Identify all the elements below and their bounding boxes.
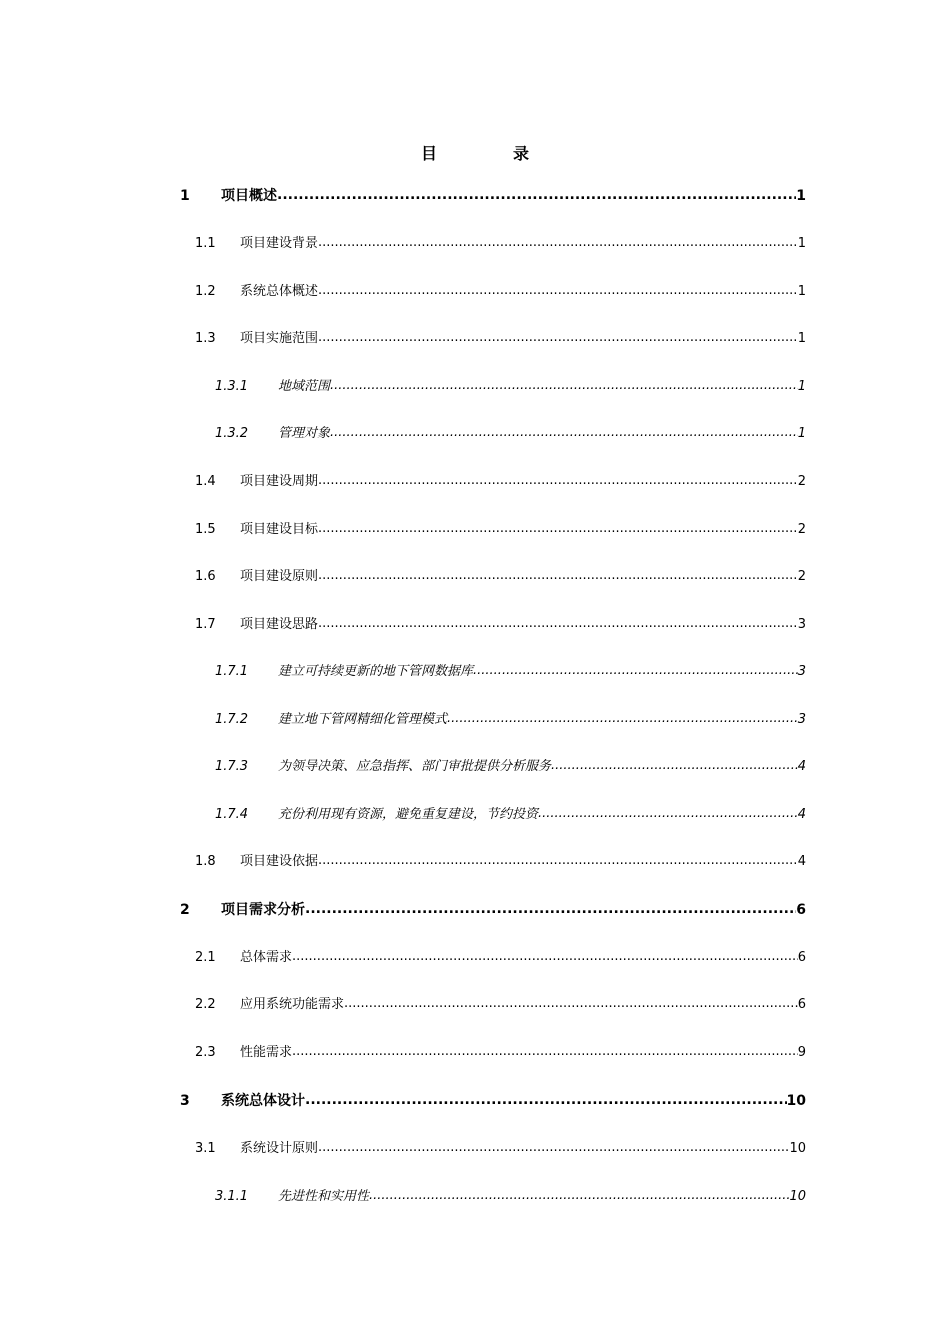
toc-entry-label: 项目建设周期: [240, 474, 319, 489]
toc-entry-label: 性能需求: [240, 1045, 293, 1060]
toc-entry[interactable]: [215, 1187, 806, 1207]
toc-entry-label: 项目需求分析: [221, 902, 305, 918]
toc-leader-dots: [318, 471, 798, 491]
toc-leader-dots: [330, 423, 798, 443]
toc-leader-dots: [318, 519, 798, 539]
toc-entry[interactable]: [215, 662, 806, 682]
toc-entry-label: 项目建设思路: [240, 617, 319, 632]
toc-entry-label: 建立可持续更新的地下管网数据库: [278, 664, 474, 679]
toc-entry-number: 3.1.1: [215, 1189, 249, 1204]
toc-leader-dots: [318, 233, 798, 253]
toc-entry[interactable]: [215, 757, 806, 777]
toc-entry[interactable]: [195, 234, 806, 254]
toc-entry-number: 3.1: [195, 1141, 216, 1156]
toc-entry-number: 1.7: [195, 617, 216, 632]
toc-entry-page: 1: [796, 188, 806, 204]
toc-entry-page: 2: [797, 569, 806, 584]
toc-entry-page: 1: [797, 331, 806, 346]
toc-leader-dots: [305, 1090, 787, 1110]
toc-entry-label: 项目实施范围: [240, 331, 319, 346]
toc-entry[interactable]: [215, 805, 806, 825]
toc-entry-page: 3: [797, 617, 806, 632]
toc-entry-label: 项目建设目标: [240, 522, 319, 537]
toc-entry-number: 1.7.1: [215, 664, 249, 679]
toc-entry-page: 4: [797, 759, 806, 774]
toc-entry-page: 3: [797, 712, 806, 727]
toc-entry-number: 1.2: [195, 284, 216, 299]
toc-entry[interactable]: [195, 282, 806, 302]
toc-entry-page: 9: [797, 1045, 806, 1060]
toc-entry-label: 为领导决策、应急指挥、部门审批提供分析服务: [278, 759, 552, 774]
toc-entry-number: 2: [180, 902, 190, 918]
toc-entry-page: 4: [797, 854, 806, 869]
toc-leader-dots: [369, 1186, 789, 1206]
toc-entry-number: 1.3.1: [215, 379, 249, 394]
toc-entry-number: 2.1: [195, 950, 216, 965]
toc-entry[interactable]: [195, 1139, 806, 1159]
toc-entry[interactable]: [195, 615, 806, 635]
toc-entry[interactable]: [195, 567, 806, 587]
toc-entry-number: 2.3: [195, 1045, 216, 1060]
toc-title: 目 录: [420, 144, 559, 163]
toc-entry-page: 10: [786, 1093, 806, 1109]
toc-entry-label: 项目概述: [221, 188, 277, 204]
toc-leader-dots: [551, 756, 798, 776]
toc-entry[interactable]: [195, 995, 806, 1015]
toc-entry-number: 2.2: [195, 997, 216, 1012]
toc-entry-label: 项目建设依据: [240, 854, 319, 869]
toc-entry-number: 3: [180, 1093, 190, 1109]
toc-entry-number: 1.7.4: [215, 807, 249, 822]
toc-entry-label: 建立地下管网精细化管理模式: [278, 712, 448, 727]
toc-entry-number: 1.7.2: [215, 712, 249, 727]
toc-entry-number: 1.3.2: [215, 426, 249, 441]
toc-entry-label: 系统总体设计: [221, 1093, 305, 1109]
toc-leader-dots: [318, 328, 798, 348]
toc-entry-page: 3: [797, 664, 806, 679]
toc-leader-dots: [292, 947, 798, 967]
toc-entry-label: 充份利用现有资源，避免重复建设，节约投资: [278, 807, 539, 822]
toc-leader-dots: [538, 804, 798, 824]
toc-entry-page: 6: [796, 902, 806, 918]
toc-entry-page: 1: [797, 379, 806, 394]
toc-entry-number: 1.4: [195, 474, 216, 489]
toc-entry-number: 1.5: [195, 522, 216, 537]
toc-leader-dots: [318, 614, 798, 634]
toc-leader-dots: [305, 899, 796, 919]
toc-entry[interactable]: [180, 900, 806, 920]
toc-entry-number: 1.7.3: [215, 759, 249, 774]
toc-entry[interactable]: [195, 329, 806, 349]
toc-leader-dots: [318, 566, 798, 586]
toc-entry-number: 1.1: [195, 236, 216, 251]
toc-entry-label: 应用系统功能需求: [240, 997, 345, 1012]
toc-leader-dots: [447, 709, 798, 729]
toc-entry-label: 地域范围: [278, 379, 331, 394]
toc-entry-page: 4: [797, 807, 806, 822]
toc-leader-dots: [473, 661, 798, 681]
toc-entry[interactable]: [215, 424, 806, 444]
toc-leader-dots: [318, 281, 798, 301]
toc-entry[interactable]: [215, 710, 806, 730]
toc-entry[interactable]: [195, 472, 806, 492]
toc-entry[interactable]: [195, 520, 806, 540]
toc-entry-label: 先进性和实用性: [278, 1189, 370, 1204]
toc-leader-dots: [344, 994, 798, 1014]
toc-entry-label: 系统总体概述: [240, 284, 319, 299]
toc-entry[interactable]: [195, 948, 806, 968]
toc-entry-label: 系统设计原则: [240, 1141, 319, 1156]
toc-leader-dots: [292, 1042, 798, 1062]
toc-entry-page: 2: [797, 474, 806, 489]
toc-leader-dots: [330, 376, 798, 396]
toc-entry[interactable]: [215, 377, 806, 397]
toc-entry[interactable]: [195, 1043, 806, 1063]
toc-entry-page: 1: [797, 284, 806, 299]
toc-entry-label: 项目建设背景: [240, 236, 319, 251]
toc-entry-page: 2: [797, 522, 806, 537]
toc-entry-number: 1: [180, 188, 190, 204]
toc-entry-label: 总体需求: [240, 950, 293, 965]
toc-entry-number: 1.3: [195, 331, 216, 346]
toc-entry-page: 1: [797, 426, 806, 441]
toc-entry-number: 1.8: [195, 854, 216, 869]
toc-entry-label: 管理对象: [278, 426, 331, 441]
toc-entry-page: 1: [797, 236, 806, 251]
toc-entry-page: 6: [797, 950, 806, 965]
toc-entry-page: 10: [789, 1189, 806, 1204]
toc-entry-page: 6: [797, 997, 806, 1012]
toc-entry[interactable]: [195, 852, 806, 872]
toc-leader-dots: [318, 1138, 789, 1158]
toc-leader-dots: [318, 851, 798, 871]
toc-entry[interactable]: [180, 186, 806, 206]
toc-entry[interactable]: [180, 1091, 806, 1111]
toc-entry-number: 1.6: [195, 569, 216, 584]
toc-entry-label: 项目建设原则: [240, 569, 319, 584]
toc-entry-page: 10: [789, 1141, 806, 1156]
toc-leader-dots: [277, 185, 796, 205]
